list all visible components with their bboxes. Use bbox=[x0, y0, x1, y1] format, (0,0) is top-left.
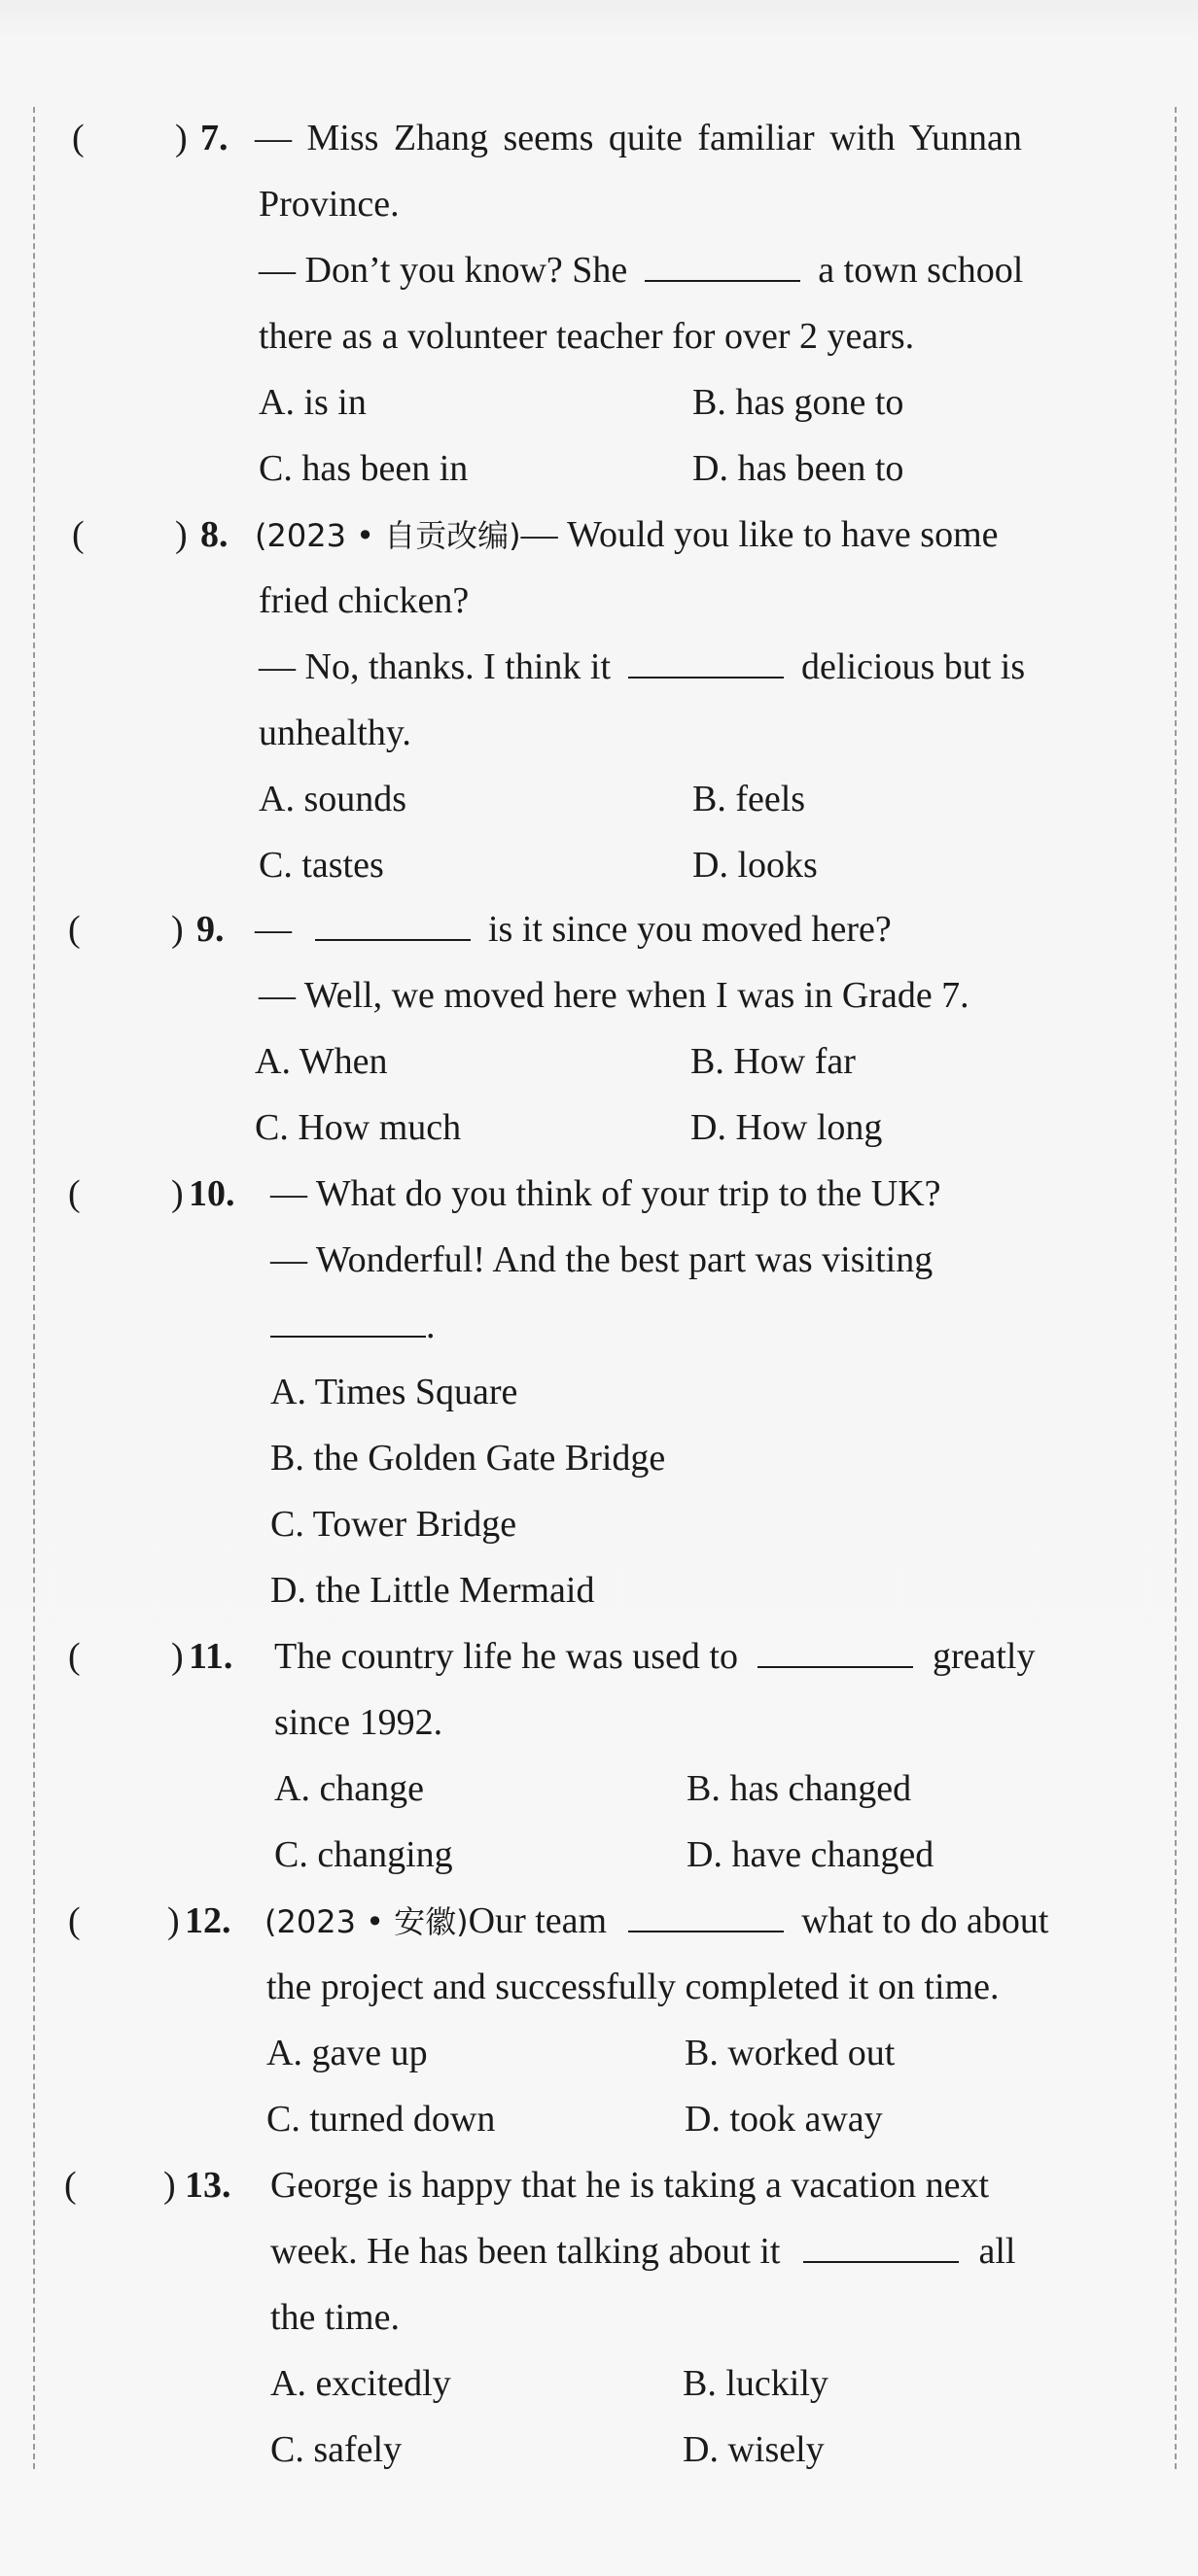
stem-text: Our team bbox=[468, 1900, 608, 1941]
answer-paren-close: ) bbox=[171, 909, 184, 950]
answer-paren-close: ) bbox=[171, 1173, 184, 1214]
question-number: 13. bbox=[185, 2165, 231, 2206]
stem-line bbox=[264, 1888, 1048, 1955]
stem-line: there as a volunteer teacher for over 2 years. bbox=[259, 316, 915, 357]
answer-blank bbox=[645, 251, 800, 282]
stem-line: — What do you think of your trip to the UK? bbox=[270, 1173, 941, 1214]
option-c: C. tastes bbox=[259, 845, 384, 886]
stem-text: . bbox=[426, 1305, 436, 1346]
question-number: 11. bbox=[189, 1636, 233, 1677]
option-c: C. has been in bbox=[259, 448, 469, 489]
stem-line: — Well, we moved here when I was in Grade 7. bbox=[259, 975, 969, 1016]
question-source: (2023 • 自贡改编) bbox=[255, 517, 521, 554]
stem-line bbox=[259, 634, 1025, 700]
answer-blank bbox=[270, 1306, 426, 1338]
stem-text: a town school bbox=[818, 250, 1024, 291]
option-c: C. turned down bbox=[266, 2099, 496, 2140]
question-number: 12. bbox=[185, 1900, 231, 1941]
option-a: A. sounds bbox=[259, 779, 407, 819]
option-b: B. luckily bbox=[683, 2363, 828, 2404]
answer-paren-open: ( bbox=[68, 909, 81, 950]
option-d: D. How long bbox=[690, 1107, 883, 1148]
stem-text: — No, thanks. I think it bbox=[259, 646, 612, 687]
option-a: A. Times Square bbox=[270, 1372, 518, 1412]
option-d: D. wisely bbox=[683, 2429, 825, 2470]
option-b: B. the Golden Gate Bridge bbox=[270, 1438, 666, 1479]
stem-text: The country life he was used to bbox=[274, 1636, 738, 1677]
stem-line: the project and successfully completed it on time. bbox=[266, 1967, 1000, 2007]
option-a: A. gave up bbox=[266, 2033, 428, 2073]
answer-paren-close: ) bbox=[171, 1636, 184, 1677]
answer-paren-close: ) bbox=[163, 2165, 176, 2206]
question-number: 8. bbox=[200, 514, 229, 555]
stem-text: what to do about bbox=[801, 1900, 1049, 1941]
stem-line bbox=[270, 2218, 1015, 2284]
stem-text: is it since you moved here? bbox=[488, 909, 892, 950]
answer-paren-open: ( bbox=[68, 1636, 81, 1677]
stem-line: — Wonderful! And the best part was visiting bbox=[270, 1239, 934, 1280]
stem-text: week. He has been talking about it bbox=[270, 2231, 781, 2272]
answer-paren-open: ( bbox=[64, 2165, 77, 2206]
stem-text: — bbox=[255, 909, 292, 950]
option-b: B. has gone to bbox=[692, 382, 904, 423]
answer-paren-close: ) bbox=[175, 118, 188, 158]
option-d: D. looks bbox=[692, 845, 818, 886]
answer-blank bbox=[628, 1901, 784, 1932]
stem-line: Province. bbox=[259, 184, 400, 225]
option-d: D. took away bbox=[685, 2099, 883, 2140]
question-number: 10. bbox=[189, 1173, 235, 1214]
stem-text: — Don’t you know? She bbox=[259, 250, 628, 291]
answer-blank bbox=[628, 647, 784, 679]
option-a: A. is in bbox=[259, 382, 367, 423]
question-number: 7. bbox=[200, 118, 229, 158]
stem-text: greatly bbox=[932, 1636, 1036, 1677]
answer-paren-open: ( bbox=[72, 514, 85, 555]
right-binding-line bbox=[1175, 107, 1177, 2469]
option-d: D. the Little Mermaid bbox=[270, 1570, 595, 1611]
stem-line: George is happy that he is taking a vacation next bbox=[270, 2165, 990, 2206]
stem-line bbox=[255, 502, 999, 569]
stem-text: — Would you like to have some bbox=[520, 514, 999, 555]
option-b: B. feels bbox=[692, 779, 806, 819]
option-a: A. excitedly bbox=[270, 2363, 451, 2404]
stem-line: the time. bbox=[270, 2297, 400, 2338]
stem-text: all bbox=[978, 2231, 1016, 2272]
option-c: C. safely bbox=[270, 2429, 403, 2470]
answer-blank bbox=[758, 1637, 913, 1668]
stem-line: — Miss Zhang seems quite familiar with Yunnan bbox=[255, 118, 1022, 158]
option-d: D. has been to bbox=[692, 448, 904, 489]
question-number: 9. bbox=[196, 909, 225, 950]
stem-line bbox=[270, 1293, 436, 1359]
answer-blank bbox=[803, 2232, 959, 2263]
option-a: A. When bbox=[255, 1041, 388, 1082]
stem-line: fried chicken? bbox=[259, 580, 470, 621]
option-b: B. worked out bbox=[685, 2033, 896, 2073]
left-binding-line bbox=[33, 107, 35, 2469]
option-b: B. How far bbox=[690, 1041, 856, 1082]
stem-text: delicious but is bbox=[801, 646, 1026, 687]
option-a: A. change bbox=[274, 1768, 425, 1809]
option-b: B. has changed bbox=[687, 1768, 912, 1809]
answer-paren-close: ) bbox=[175, 514, 188, 555]
stem-line bbox=[259, 237, 1023, 303]
answer-paren-open: ( bbox=[72, 118, 85, 158]
question-source: (2023 • 安徽) bbox=[264, 1903, 469, 1940]
answer-paren-close: ) bbox=[167, 1900, 180, 1941]
answer-paren-open: ( bbox=[68, 1173, 81, 1214]
stem-line bbox=[255, 896, 892, 962]
answer-paren-open: ( bbox=[68, 1900, 81, 1941]
option-d: D. have changed bbox=[687, 1834, 934, 1875]
option-c: C. Tower Bridge bbox=[270, 1504, 517, 1545]
stem-line bbox=[274, 1623, 1035, 1689]
stem-line: since 1992. bbox=[274, 1702, 443, 1743]
stem-line: unhealthy. bbox=[259, 713, 411, 753]
option-c: C. How much bbox=[255, 1107, 462, 1148]
answer-blank bbox=[315, 910, 471, 941]
option-c: C. changing bbox=[274, 1834, 453, 1875]
